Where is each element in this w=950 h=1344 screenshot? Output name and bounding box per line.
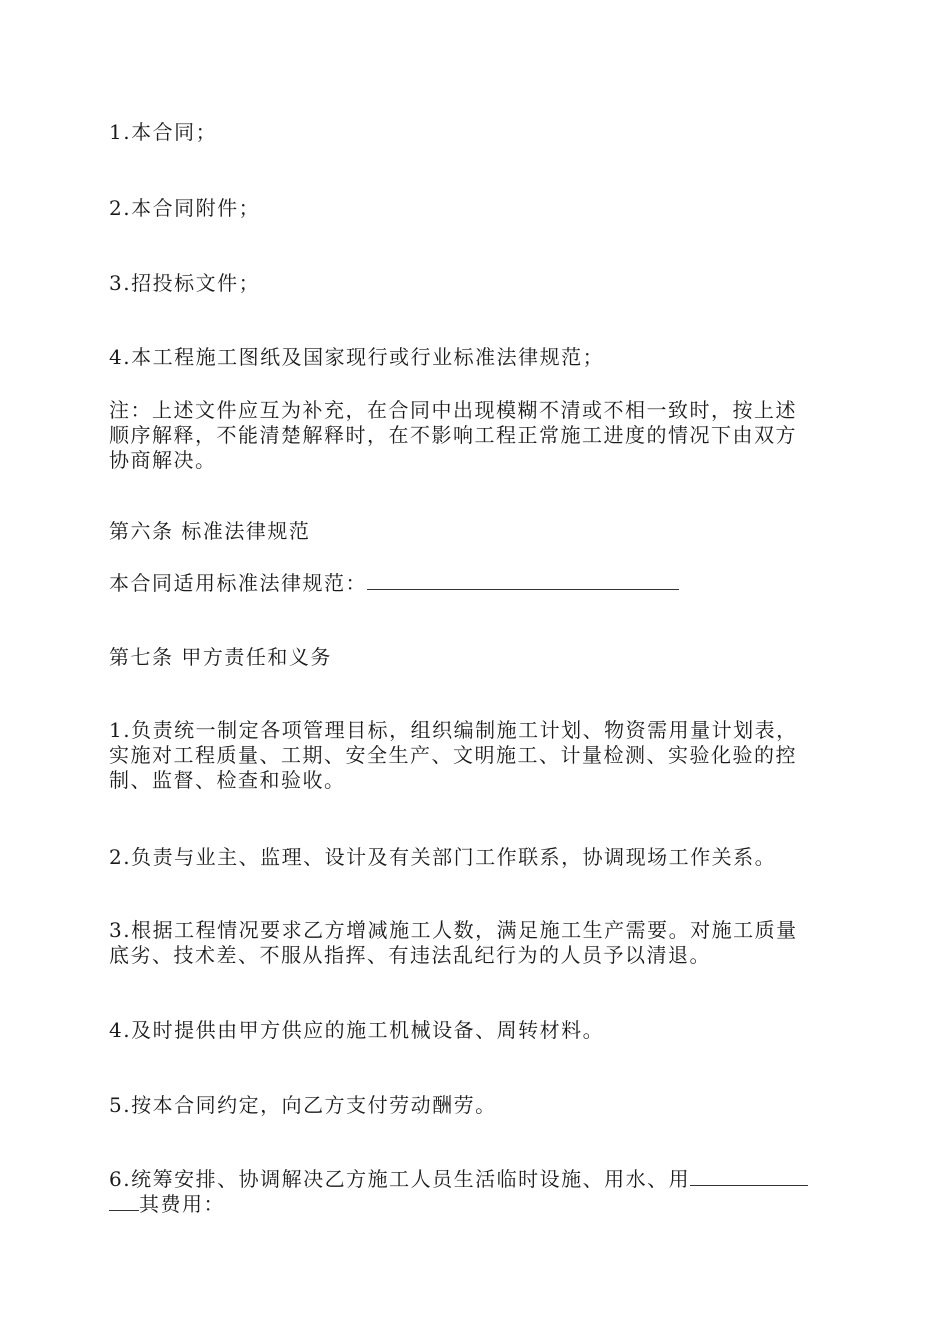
list-item: 3.招投标文件； xyxy=(109,271,261,295)
blank-fill-line[interactable] xyxy=(690,1167,808,1186)
blank-fill-line[interactable] xyxy=(109,1192,139,1211)
list-item: 5.按本合同约定，向乙方支付劳动酬劳。 xyxy=(109,1093,497,1117)
list-item-cont: 实施对工程质量、工期、安全生产、文明施工、计量检测、实验化验的控 xyxy=(109,743,797,767)
article-6-heading: 第六条 标准法律规范 xyxy=(109,519,311,543)
list-item-cont: 底劣、技术差、不服从指挥、有违法乱纪行为的人员予以清退。 xyxy=(109,943,711,967)
note-line: 注：上述文件应互为补充，在合同中出现模糊不清或不相一致时，按上述 xyxy=(109,398,797,422)
list-item: 1.负责统一制定各项管理目标，组织编制施工计划、物资需用量计划表， xyxy=(109,718,798,742)
article-6-standards-line xyxy=(109,571,844,596)
list-item: 1.本合同； xyxy=(109,120,218,144)
item6-cont-text: 其费用： xyxy=(139,1192,225,1216)
item6-text: 6.统筹安排、协调解决乙方施工人员生活临时设施、用水、用 xyxy=(109,1167,691,1191)
note-line: 协商解决。 xyxy=(109,448,217,472)
list-item-cont: 制、监督、检查和验收。 xyxy=(109,768,346,792)
list-item: 3.根据工程情况要求乙方增减施工人数，满足施工生产需要。对施工质量 xyxy=(109,918,798,942)
list-item: 2.负责与业主、监理、设计及有关部门工作联系，协调现场工作关系。 xyxy=(109,845,777,869)
note-line: 顺序解释，不能清楚解释时，在不影响工程正常施工进度的情况下由双方 xyxy=(109,423,797,447)
list-item: 4.本工程施工图纸及国家现行或行业标准法律规范； xyxy=(109,345,605,369)
list-item: 4.及时提供由甲方供应的施工机械设备、周转材料。 xyxy=(109,1018,605,1042)
article-7-heading: 第七条 甲方责任和义务 xyxy=(109,645,332,669)
list-item-cont xyxy=(109,1192,844,1217)
blank-fill-line[interactable] xyxy=(367,571,679,590)
list-item xyxy=(109,1167,844,1192)
list-item: 2.本合同附件； xyxy=(109,196,261,220)
standards-label: 本合同适用标准法律规范： xyxy=(109,571,367,595)
